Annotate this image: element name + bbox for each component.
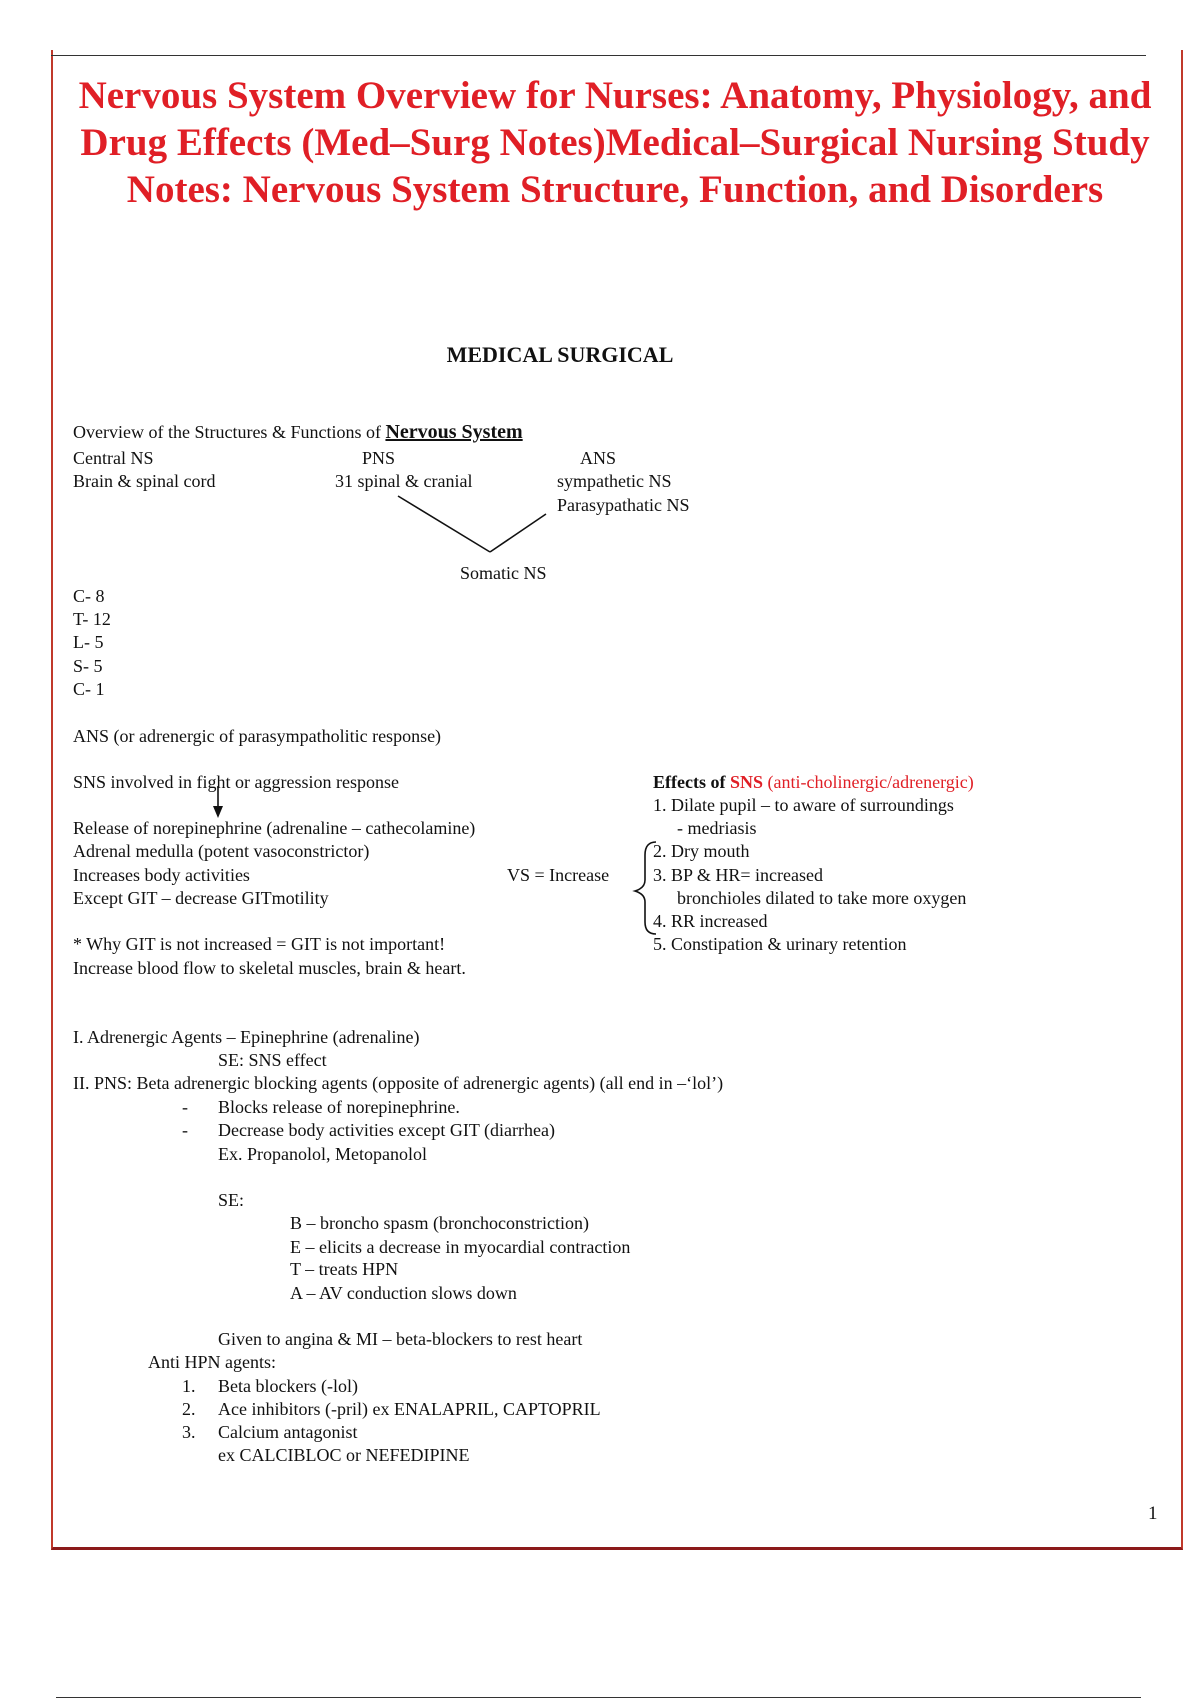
- effect-item-3-sub: bronchioles dilated to take more oxygen: [677, 888, 967, 908]
- central-ns-heading: Central NS: [73, 448, 154, 468]
- bullet-dash-1: -: [182, 1097, 188, 1117]
- document-title: Nervous System Overview for Nurses: Anatomy, Physiology, and Drug Effects (Med–Surg Notes)Medical–Surgical Nursing Study Notes: Nervous System Structure, Function, and Disorders: [78, 74, 1152, 211]
- beta-mnemonic-t: T – treats HPN: [290, 1259, 399, 1279]
- ans-heading: ANS: [580, 448, 617, 468]
- anti-hpn-item-1: Beta blockers (-lol): [218, 1376, 358, 1396]
- beta-mnemonic-e: E – elicits a decrease in myocardial contraction: [290, 1237, 631, 1257]
- ans-to-somatic-line: [490, 514, 546, 552]
- sns-line-5: Except GIT – decrease GITmotility: [73, 888, 329, 908]
- vs-increase: VS = Increase: [507, 865, 610, 885]
- calcium-examples: ex CALCIBLOC or NEFEDIPINE: [218, 1445, 470, 1465]
- ans-sympathetic: sympathetic NS: [557, 471, 672, 491]
- ans-note: ANS (or adrenergic of parasympatholitic response): [73, 726, 442, 746]
- agents-i-se: SE: SNS effect: [218, 1050, 327, 1070]
- somatic-ns: Somatic NS: [460, 563, 547, 583]
- effects-heading-sns: SNS: [729, 772, 763, 792]
- agents-bullet-1: Blocks release of norepinephrine.: [218, 1097, 460, 1117]
- pns-to-somatic-line: [398, 496, 490, 552]
- effect-item-1-sub: - medriasis: [677, 818, 757, 838]
- pns-heading: PNS: [362, 448, 396, 468]
- agents-se-label: SE:: [218, 1190, 245, 1210]
- central-ns-desc: Brain & spinal cord: [73, 471, 216, 491]
- effects-heading-prefix: Effects of: [653, 772, 730, 792]
- sns-line-3: Adrenal medulla (potent vasoconstrictor): [73, 841, 370, 861]
- effect-item-5: 5. Constipation & urinary retention: [653, 934, 907, 954]
- anti-hpn-item-3: Calcium antagonist: [218, 1422, 358, 1442]
- bullet-dash-2: -: [182, 1120, 188, 1140]
- effect-item-3: 3. BP & HR= increased: [653, 865, 823, 885]
- spinal-count-thoracic: T- 12: [73, 609, 111, 629]
- effect-item-1: 1. Dilate pupil – to aware of surroundings: [653, 795, 954, 815]
- given-note: Given to angina & MI – beta-blockers to rest heart: [218, 1329, 583, 1349]
- brace-icon: [635, 842, 656, 934]
- down-arrow-icon: [213, 806, 223, 818]
- effect-item-2: 2. Dry mouth: [653, 841, 750, 861]
- overview-emphasis: Nervous System: [385, 421, 523, 443]
- spinal-count-sacral: S- 5: [73, 656, 103, 676]
- agents-heading-i: I. Adrenergic Agents – Epinephrine (adrenaline): [73, 1027, 420, 1047]
- effect-item-4: 4. RR increased: [653, 911, 768, 931]
- anti-hpn-num-2: 2.: [182, 1399, 196, 1419]
- sns-line-4: Increases body activities: [73, 865, 250, 885]
- agents-bullet-2: Decrease body activities except GIT (diarrhea): [218, 1120, 555, 1140]
- anti-hpn-item-2: Ace inhibitors (-pril) ex ENALAPRIL, CAPTOPRIL: [218, 1399, 601, 1419]
- page-number: 1: [1148, 1503, 1158, 1524]
- ans-parasympathetic: Parasypathatic NS: [557, 495, 690, 515]
- overview-prefix: Overview of the Structures & Functions of: [73, 422, 386, 442]
- anti-hpn-num-1: 1.: [182, 1376, 196, 1396]
- pns-desc: 31 spinal & cranial: [335, 471, 473, 491]
- spinal-count-cervical: C- 8: [73, 586, 105, 606]
- spinal-count-lumbar: L- 5: [73, 632, 104, 652]
- sns-why: * Why GIT is not increased = GIT is not important!: [73, 934, 446, 954]
- effects-heading-paren: (anti-cholinergic/adrenergic): [763, 772, 974, 792]
- sns-line-1: SNS involved in fight or aggression response: [73, 772, 399, 792]
- beta-mnemonic-b: B – broncho spasm (bronchoconstriction): [290, 1213, 589, 1233]
- agents-heading-ii: II. PNS: Beta adrenergic blocking agents (opposite of adrenergic agents) (all end in –‘lol’): [73, 1073, 724, 1093]
- sns-blood-flow: Increase blood flow to skeletal muscles, brain & heart.: [73, 958, 466, 978]
- spinal-count-coccygeal: C- 1: [73, 679, 105, 699]
- sns-line-2: Release of norepinephrine (adrenaline – cathecolamine): [73, 818, 476, 838]
- anti-hpn-heading: Anti HPN agents:: [148, 1352, 276, 1372]
- section-subheading: MEDICAL SURGICAL: [446, 342, 674, 367]
- beta-mnemonic-a: A – AV conduction slows down: [290, 1283, 517, 1303]
- agents-examples: Ex. Propanolol, Metopanolol: [218, 1144, 427, 1164]
- anti-hpn-num-3: 3.: [182, 1422, 196, 1442]
